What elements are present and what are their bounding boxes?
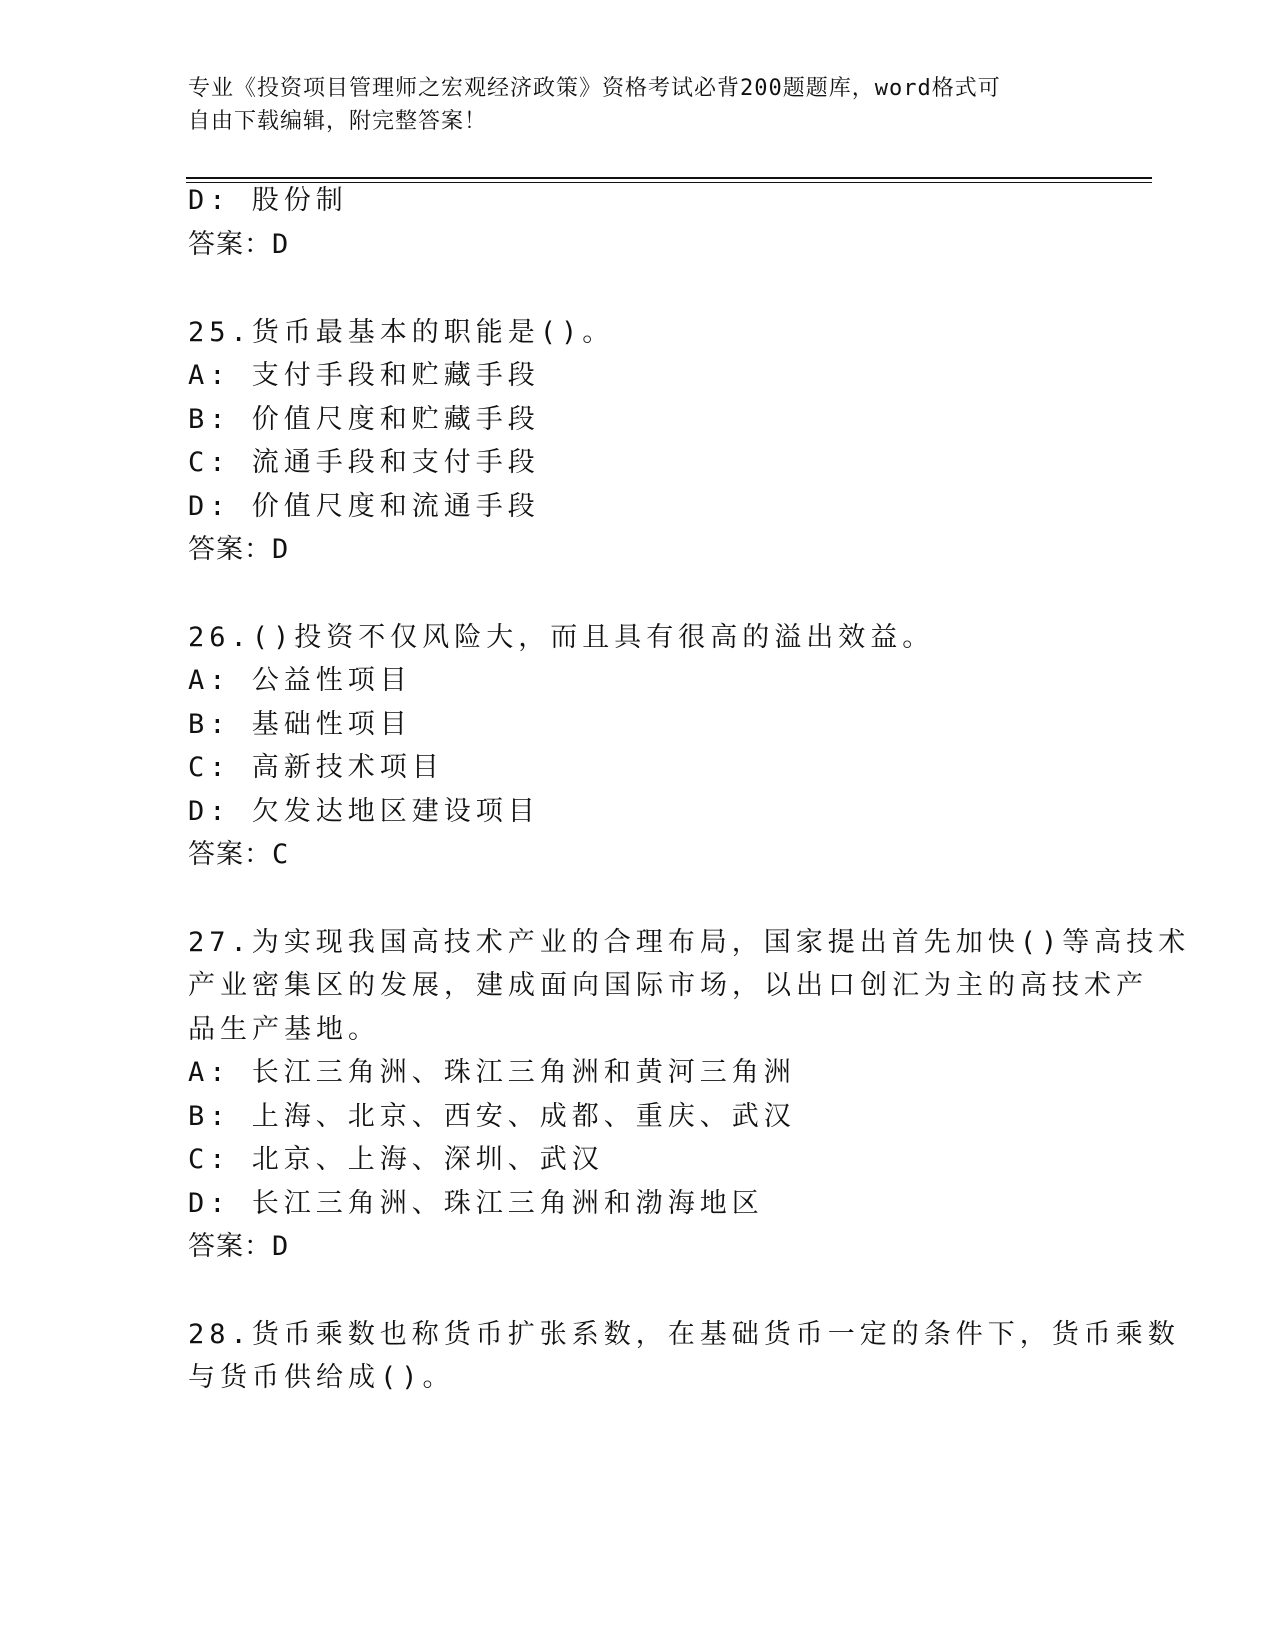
question-25-option-c: C: 流通手段和支付手段	[188, 447, 540, 478]
question-26-option-c: C: 高新技术项目	[188, 752, 444, 783]
document-header	[188, 72, 1068, 138]
answer-line: 答案：D	[188, 229, 290, 260]
question-27-option-c: C: 北京、上海、深圳、武汉	[188, 1144, 604, 1175]
question-25-option-b: B: 价值尺度和贮藏手段	[188, 404, 540, 435]
header-line-1: 专业《投资项目管理师之宏观经济政策》资格考试必背200题题库，word格式可	[188, 76, 1001, 101]
question-26-stem: 26.()投资不仅风险大，而且具有很高的溢出效益。	[188, 622, 935, 653]
question-27-option-b: B: 上海、北京、西安、成都、重庆、武汉	[188, 1101, 796, 1132]
question-25-stem: 25.货币最基本的职能是()。	[188, 317, 615, 348]
question-28-stem-line-2: 与货币供给成()。	[188, 1362, 455, 1393]
question-26-option-b: B: 基础性项目	[188, 709, 412, 740]
question-28-stem-line-1: 28.货币乘数也称货币扩张系数，在基础货币一定的条件下，货币乘数	[188, 1319, 1180, 1350]
question-27-answer: 答案：D	[188, 1231, 290, 1262]
question-25-option-d: D: 价值尺度和流通手段	[188, 491, 540, 522]
question-26-answer: 答案：C	[188, 839, 290, 870]
question-25-answer: 答案：D	[188, 534, 290, 565]
question-27-option-a: A: 长江三角洲、珠江三角洲和黄河三角洲	[188, 1057, 796, 1088]
question-27-stem-line-1: 27.为实现我国高技术产业的合理布局，国家提出首先加快()等高技术	[188, 927, 1191, 958]
question-27-stem-line-3: 品生产基地。	[188, 1014, 380, 1045]
question-26-option-d: D: 欠发达地区建设项目	[188, 796, 540, 827]
option-d: D: 股份制	[188, 185, 348, 216]
question-27-stem-line-2: 产业密集区的发展，建成面向国际市场，以出口创汇为主的高技术产	[188, 970, 1148, 1001]
question-27-option-d: D: 长江三角洲、珠江三角洲和渤海地区	[188, 1188, 764, 1219]
question-26-option-a: A: 公益性项目	[188, 665, 412, 696]
header-line-2: 自由下载编辑，附完整答案！	[188, 109, 488, 134]
header-divider	[186, 177, 1152, 179]
question-25-option-a: A: 支付手段和贮藏手段	[188, 360, 540, 391]
